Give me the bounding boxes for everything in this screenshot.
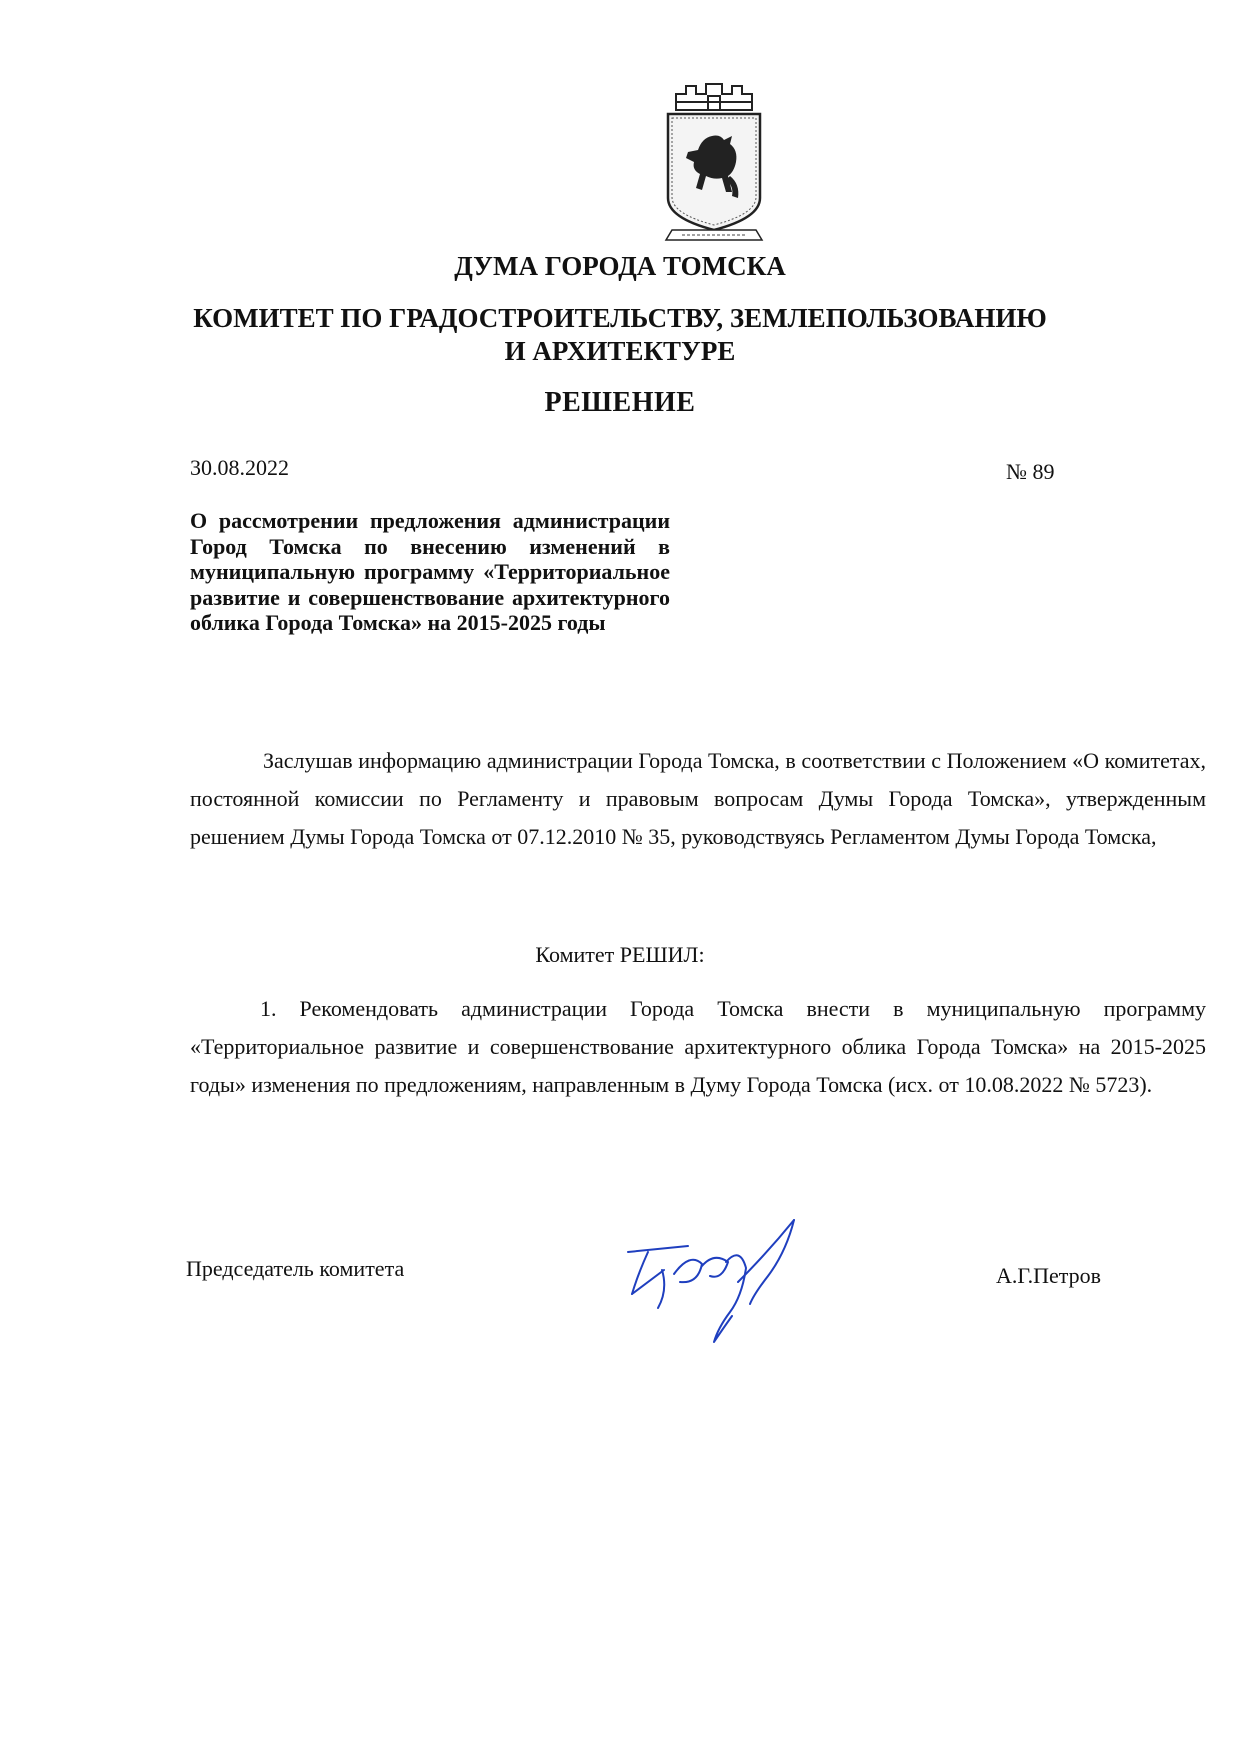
signature-image — [618, 1212, 814, 1352]
committee-name — [0, 302, 1240, 368]
document-number: № 89 — [1006, 459, 1055, 484]
committee-name-line-1: КОМИТЕТ ПО ГРАДОСТРОИТЕЛЬСТВУ, ЗЕМЛЕПОЛЬЗОВАНИЮ — [193, 303, 1047, 333]
intro-paragraph: Заслушав информацию администрации Города Томска, в соответствии с Положением «О комитетах, постоянной комиссии по Регламенту и правовым вопросам Думы Города Томска», утвержденным решением Думы Города Томска от 07.12.2010 № 35, руководствуясь Регламентом Думы Города Томска, — [190, 748, 1206, 849]
resolution-item-1: 1. Рекомендовать администрации Города Томска внести в муниципальную программу «Территориальное развитие и совершенствование архитектурного облика Города Томска» на 2015-2025 годы» изменения по предложениям, направленным в Думу Города Томска (исх. от 10.08.2022 № 5723). — [190, 996, 1206, 1097]
document-subject: О рассмотрении предложения администрации Город Томска по внесению изменений в муниципальную программу «Территориальное развитие и совершенствование архитектурного облика Города Томска» на 2015-2025 годы — [190, 508, 670, 635]
document-type: РЕШЕНИЕ — [544, 387, 696, 418]
signer-title: Председатель комитета — [186, 1256, 405, 1281]
coat-of-arms-icon — [658, 80, 770, 248]
resolved-heading: Комитет РЕШИЛ: — [535, 942, 705, 967]
committee-name-line-2: И АРХИТЕКТУРЕ — [504, 336, 736, 366]
document-date: 30.08.2022 — [190, 455, 289, 480]
organization-name: ДУМА ГОРОДА ТОМСКА — [454, 251, 786, 281]
signer-name: А.Г.Петров — [996, 1263, 1102, 1288]
